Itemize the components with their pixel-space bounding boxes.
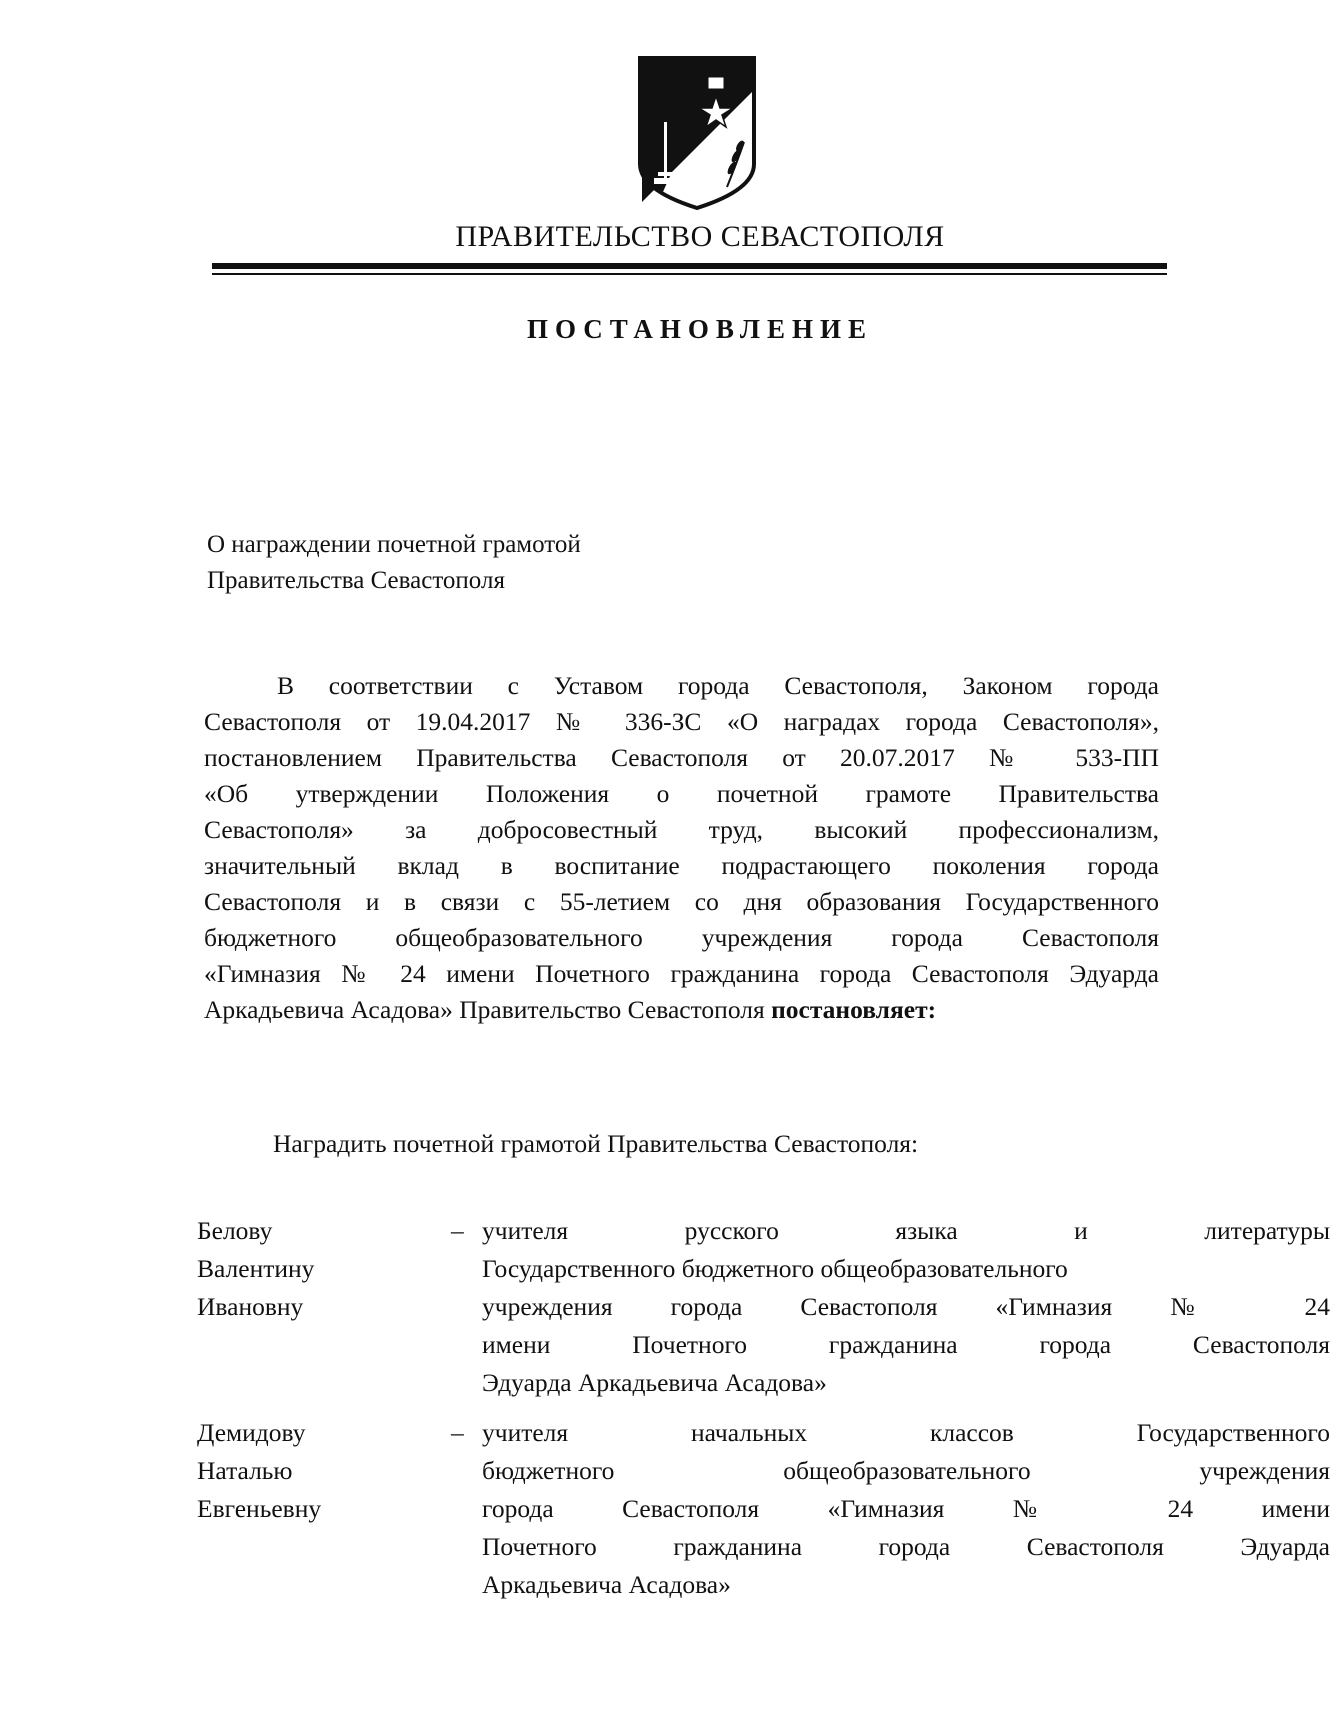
awardee-patronymic: Евгеньевну [197, 1494, 322, 1523]
awardee-first-name: Валентину [197, 1254, 315, 1283]
description-line: Почетного гражданина города Севастополя Эдуарда [482, 1532, 1330, 1561]
preamble-line: бюджетного общеобразовательного учреждения города Севастополя [204, 923, 1159, 952]
awardee-dash: – [451, 1418, 464, 1447]
description-line: Аркадьевича Асадова» [482, 1570, 731, 1599]
sevastopol-coat-of-arms-icon [632, 52, 762, 212]
preamble-line: Севастополя и в связи с 55-летием со дня образования Государственного [204, 887, 1159, 916]
awardee-first-name: Наталью [197, 1456, 293, 1485]
description-line: учителя начальных классов Государственного [482, 1418, 1330, 1447]
document-subject [207, 527, 581, 599]
description-line: Государственного бюджетного общеобразовательного [482, 1254, 1068, 1283]
awardee-surname: Белову [197, 1216, 273, 1245]
description-line: бюджетного общеобразовательного учреждения [482, 1456, 1330, 1485]
preamble-line: постановлением Правительства Севастополя от 20.07.2017 № 533-ПП [204, 743, 1159, 772]
preamble-line: В соответствии с Уставом города Севастополя, Законом города [277, 671, 1159, 700]
description-line: учителя русского языка и литературы [482, 1216, 1330, 1245]
awardee-name [197, 1414, 321, 1528]
awardee-description [482, 1212, 1330, 1402]
organization-name: ПРАВИТЕЛЬСТВО СЕВАСТОПОЛЯ [455, 220, 945, 253]
subject-line-1: О награждении почетной грамотой [207, 531, 581, 558]
resolves-keyword: постановляет: [771, 995, 937, 1024]
preamble-line: Севастополя» за добросовестный труд, высокий профессионализм, [204, 815, 1159, 844]
header-rule-thick [212, 263, 1167, 269]
preamble-line: «Гимназия № 24 имени Почетного гражданина города Севастополя Эдуарда [204, 959, 1159, 988]
header-rule-thin [212, 273, 1167, 275]
preamble-last-line [204, 992, 1159, 1028]
preamble-line: «Об утверждении Положения о почетной грамоте Правительства [204, 779, 1159, 808]
description-line: имени Почетного гражданина города Севастополя [482, 1330, 1330, 1359]
awardee-description [482, 1414, 1330, 1604]
preamble-line: значительный вклад в воспитание подрастающего поколения города [204, 851, 1159, 880]
awardee-dash: – [451, 1216, 464, 1245]
subject-line-2: Правительства Севастополя [207, 567, 505, 594]
decision-statement: Наградить почетной грамотой Правительства Севастополя: [273, 1129, 919, 1158]
preamble-last-text: Аркадьевича Асадова» Правительство Севастополя [204, 995, 772, 1024]
awardee-surname: Демидову [197, 1418, 306, 1447]
preamble-line: Севастополя от 19.04.2017 № 336-ЗС «О наградах города Севастополя», [204, 707, 1159, 736]
document-type: ПОСТАНОВЛЕНИЕ [526, 314, 874, 344]
description-line: города Севастополя «Гимназия № 24 имени [482, 1494, 1330, 1523]
description-line: Эдуарда Аркадьевича Асадова» [482, 1368, 827, 1397]
description-line: учреждения города Севастополя «Гимназия № 24 [482, 1292, 1330, 1321]
awardee-name [197, 1212, 314, 1326]
preamble-paragraph [204, 668, 1159, 1028]
awardee-patronymic: Ивановну [197, 1292, 304, 1321]
